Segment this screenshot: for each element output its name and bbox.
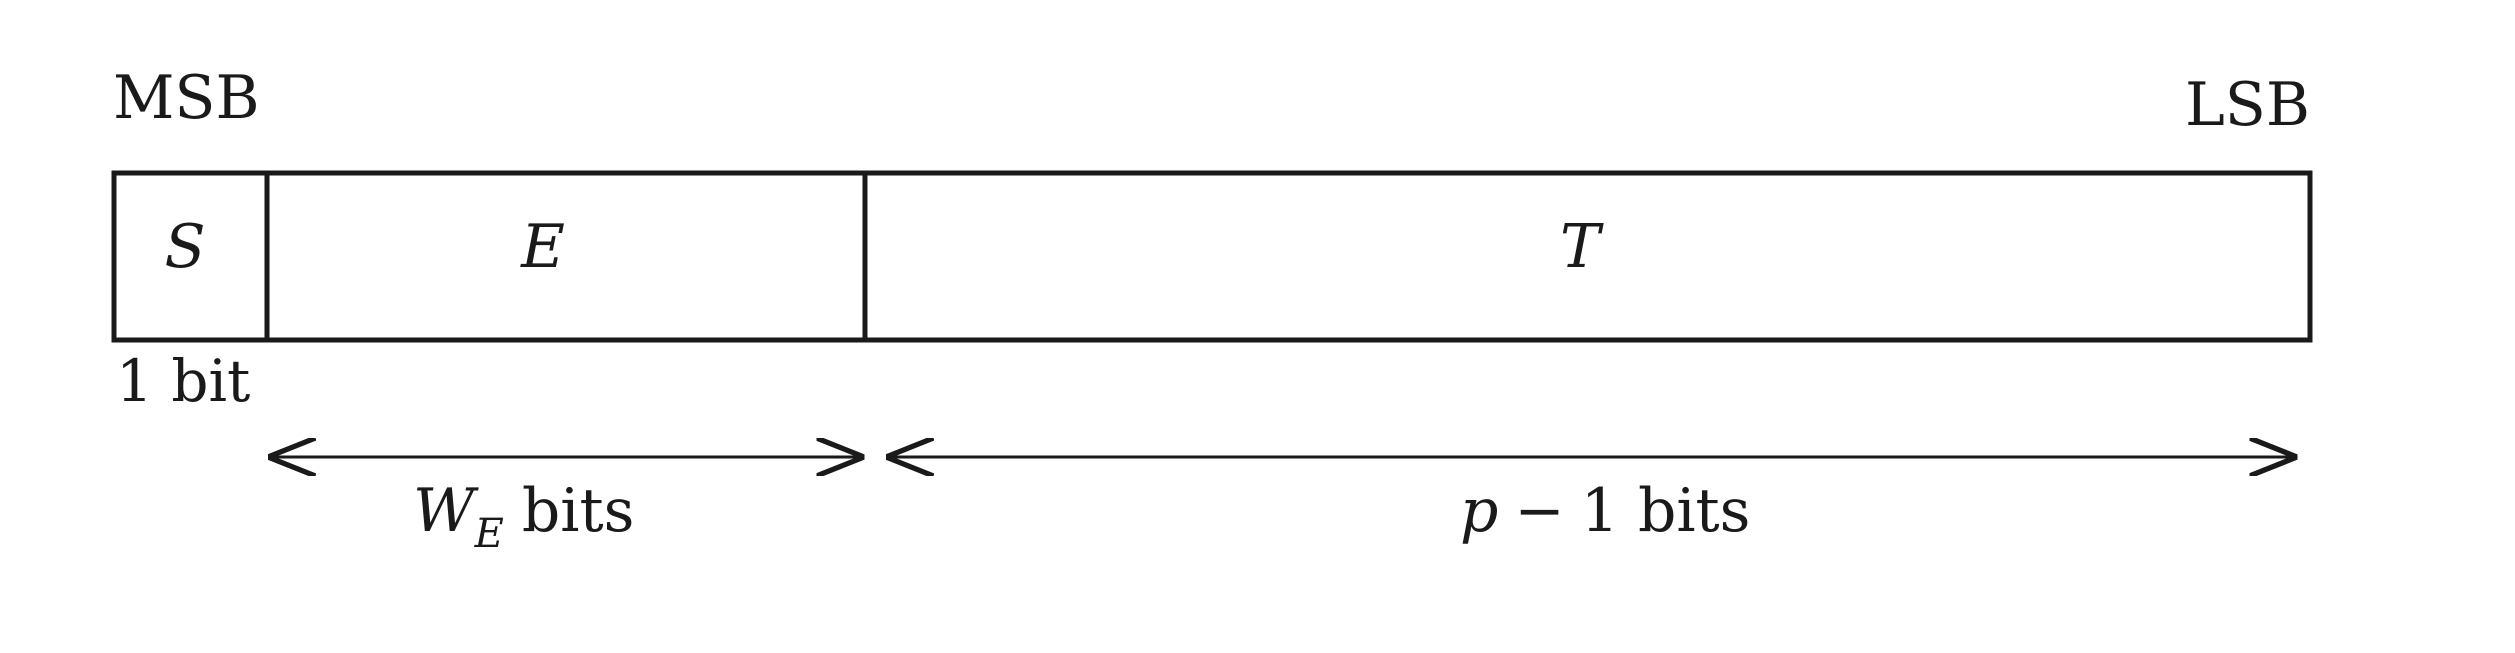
exponent-width-subscript: E xyxy=(474,511,504,557)
sign-width-label: 1 bit xyxy=(116,347,251,415)
field-boxes xyxy=(114,173,2310,340)
significand-width-symbol: p xyxy=(1460,476,1499,546)
significand-width-label xyxy=(1460,476,1750,546)
exponent-field-label: E xyxy=(521,212,565,282)
register-outline xyxy=(114,173,2310,340)
trailing-significand-field-label: T xyxy=(1559,212,1601,282)
significand-width-operator: − xyxy=(1514,476,1565,546)
msb-label: MSB xyxy=(113,63,260,133)
exponent-width-unit: bits xyxy=(521,476,635,546)
exponent-width-label xyxy=(413,476,634,557)
sign-field-label: S xyxy=(164,212,206,282)
lsb-label: LSB xyxy=(2184,70,2310,140)
significand-width-text: 1 bits xyxy=(1580,476,1751,546)
exponent-width-symbol: W xyxy=(413,476,475,546)
